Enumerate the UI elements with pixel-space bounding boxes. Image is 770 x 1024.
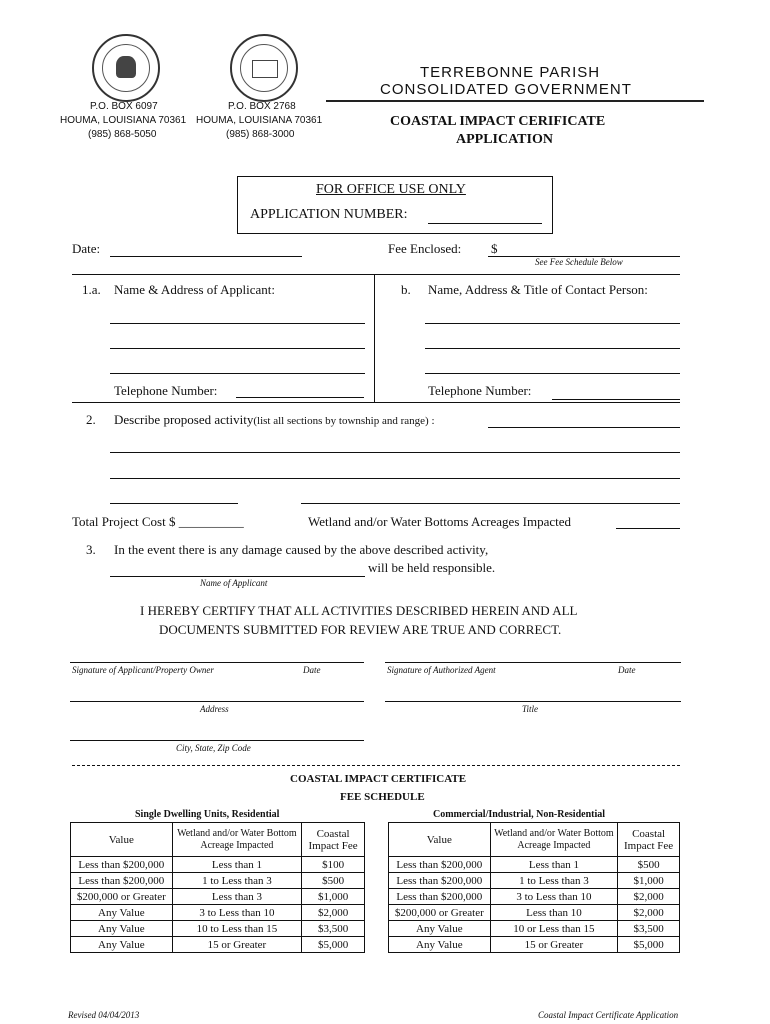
cell-value: Less than $200,000 [389,873,491,889]
agent-date-caption: Date [618,665,636,675]
cell-acreage: 1 to Less than 3 [490,873,617,889]
dashed-separator [72,765,680,766]
cell-fee: $3,500 [618,921,680,937]
telephone-label-applicant: Telephone Number: [114,383,218,398]
header-value: Value [389,823,491,857]
activity-line-2[interactable] [110,452,680,453]
cell-acreage: Less than 10 [490,905,617,921]
cell-value: $200,000 or Greater [389,905,491,921]
item-2-label [114,412,435,428]
city-field[interactable] [70,740,364,741]
fee-note: See Fee Schedule Below [535,257,623,267]
address-caption: Address [200,704,229,714]
table-row [389,905,680,921]
cell-value: Any Value [389,921,491,937]
header-value: Value [71,823,173,857]
certify-line2: DOCUMENTS SUBMITTED FOR REVIEW ARE TRUE AND CORRECT. [159,622,562,637]
applicant-line-2[interactable] [110,348,365,349]
responsible-name-field[interactable] [110,576,365,577]
residential-heading: Single Dwelling Units, Residential [135,809,280,820]
office1-line3: (985) 868-5050 [88,129,157,140]
activity-line-3[interactable] [110,478,680,479]
table-row [389,889,680,905]
cell-fee: $5,000 [618,937,680,953]
form-title-line1: COASTAL IMPACT CERIFICATE [390,114,606,129]
item-1a-num: 1.a. [82,282,101,297]
city-seal-left [92,34,160,102]
office1-line2: HOUMA, LOUISIANA 70361 [60,115,187,126]
item-3-tail: will be held responsible. [368,560,496,575]
cell-fee: $500 [302,873,365,889]
residential-rows [71,857,365,953]
item-3-num: 3. [86,542,96,557]
cell-value: Any Value [71,937,173,953]
wetland-label: Wetland and/or Water Bottoms Acreages Impacted [308,514,571,529]
table-row [71,921,365,937]
applicant-date-caption: Date [303,665,321,675]
footer-doc-name: Coastal Impact Certificate Application [538,1010,679,1020]
commercial-heading: Commercial/Industrial, Non-Residential [433,809,606,820]
table-row [71,873,365,889]
fee-currency: $ [491,241,498,256]
section1-bottom-rule [72,402,680,403]
cell-acreage: 3 to Less than 10 [172,905,301,921]
office2-line3: (985) 868-3000 [226,129,295,140]
item-2-num: 2. [86,412,96,427]
cell-acreage: 1 to Less than 3 [172,873,301,889]
cell-fee: $2,000 [302,905,365,921]
activity-line-4b[interactable] [301,503,680,504]
app-number-label: APPLICATION NUMBER: [250,207,408,222]
gov-line2: CONSOLIDATED GOVERNMENT [380,81,632,98]
telephone-label-contact: Telephone Number: [428,383,532,398]
applicant-signature-field[interactable] [70,662,364,663]
cell-acreage: 15 or Greater [172,937,301,953]
header-acreage: Wetland and/or Water Bottom Acreage Impacted [172,823,301,857]
telephone-field-contact[interactable] [552,399,680,400]
contact-line-2[interactable] [425,348,680,349]
gov-line1: TERREBONNE PARISH [420,64,601,81]
cell-value: Less than $200,000 [71,873,173,889]
table-row [71,905,365,921]
applicant-line-1[interactable] [110,323,365,324]
item-2-label-sub: (list all sections by township and range) : [253,415,435,427]
cell-value: Any Value [389,937,491,953]
table-row [389,937,680,953]
footer-revised: Revised 04/04/2013 [68,1010,140,1020]
address-field[interactable] [70,701,364,702]
cell-acreage: Less than 1 [172,857,301,873]
telephone-field-applicant[interactable] [236,397,364,398]
applicant-line-3[interactable] [110,373,365,374]
name-of-applicant-caption: Name of Applicant [200,578,268,588]
parish-seal-right [230,34,298,102]
activity-line-1[interactable] [488,427,680,428]
cell-fee: $2,000 [618,905,680,921]
certify-line1: I HEREBY CERTIFY THAT ALL ACTIVITIES DESCRIBED HEREIN AND ALL [140,603,578,618]
cell-acreage: 15 or Greater [490,937,617,953]
agent-signature-field[interactable] [385,662,681,663]
cell-value: Less than $200,000 [71,857,173,873]
cell-fee: $2,000 [618,889,680,905]
header-fee: Coastal Impact Fee [302,823,365,857]
item-3-text: In the event there is any damage caused by the above described activity, [114,542,489,557]
header-rule [326,100,704,102]
office2-line2: HOUMA, LOUISIANA 70361 [196,115,323,126]
cell-value: Any Value [71,905,173,921]
commercial-rows [389,857,680,953]
contact-line-1[interactable] [425,323,680,324]
cell-fee: $5,000 [302,937,365,953]
header-fee: Coastal Impact Fee [618,823,680,857]
title-caption: Title [522,704,539,714]
contact-line-3[interactable] [425,373,680,374]
cell-fee: $1,000 [302,889,365,905]
cell-acreage: Less than 1 [490,857,617,873]
activity-line-4a[interactable] [110,503,238,504]
fee-enclosed-label: Fee Enclosed: [388,241,462,256]
cell-fee: $1,000 [618,873,680,889]
cell-acreage: Less than 3 [172,889,301,905]
table-row [71,857,365,873]
app-number-field[interactable] [428,223,542,224]
office2-line1: P.O. BOX 2768 [228,101,296,112]
fee-schedule-title: COASTAL IMPACT CERTIFICATE [290,773,467,785]
table-row [389,921,680,937]
cell-acreage: 10 to Less than 15 [172,921,301,937]
cell-value: Less than $200,000 [389,857,491,873]
city-caption: City, State, Zip Code [176,743,251,753]
cell-acreage: 10 or Less than 15 [490,921,617,937]
form-title-line2: APPLICATION [456,132,553,147]
cell-fee: $100 [302,857,365,873]
cell-value: $200,000 or Greater [71,889,173,905]
cell-value: Any Value [71,921,173,937]
cell-value: Less than $200,000 [389,889,491,905]
total-cost-label: Total Project Cost $ __________ [72,514,244,529]
wetland-field[interactable] [616,528,680,529]
date-label: Date: [72,241,101,256]
office1-line1: P.O. BOX 6097 [90,101,158,112]
table-row [71,889,365,905]
section1-top-rule [72,274,680,275]
cell-acreage: 3 to Less than 10 [490,889,617,905]
date-field[interactable] [110,256,302,257]
cell-fee: $3,500 [302,921,365,937]
item-b-label: Name, Address & Title of Contact Person: [428,282,648,297]
commercial-fee-table [388,822,680,953]
item-1a-label: Name & Address of Applicant: [114,282,276,297]
item-2-label-main: Describe proposed activity [114,412,254,427]
agent-signature-caption: Signature of Authorized Agent [387,665,496,675]
applicant-signature-caption: Signature of Applicant/Property Owner [72,665,214,675]
office-use-title: FOR OFFICE USE ONLY [316,182,466,197]
title-field[interactable] [385,701,681,702]
residential-fee-table [70,822,365,953]
table-row [389,873,680,889]
section1-divider [374,274,375,402]
table-row [389,857,680,873]
cell-fee: $500 [618,857,680,873]
fee-schedule-subtitle: FEE SCHEDULE [340,791,425,803]
table-row [71,937,365,953]
item-b-num: b. [401,282,411,297]
header-acreage: Wetland and/or Water Bottom Acreage Impacted [490,823,617,857]
